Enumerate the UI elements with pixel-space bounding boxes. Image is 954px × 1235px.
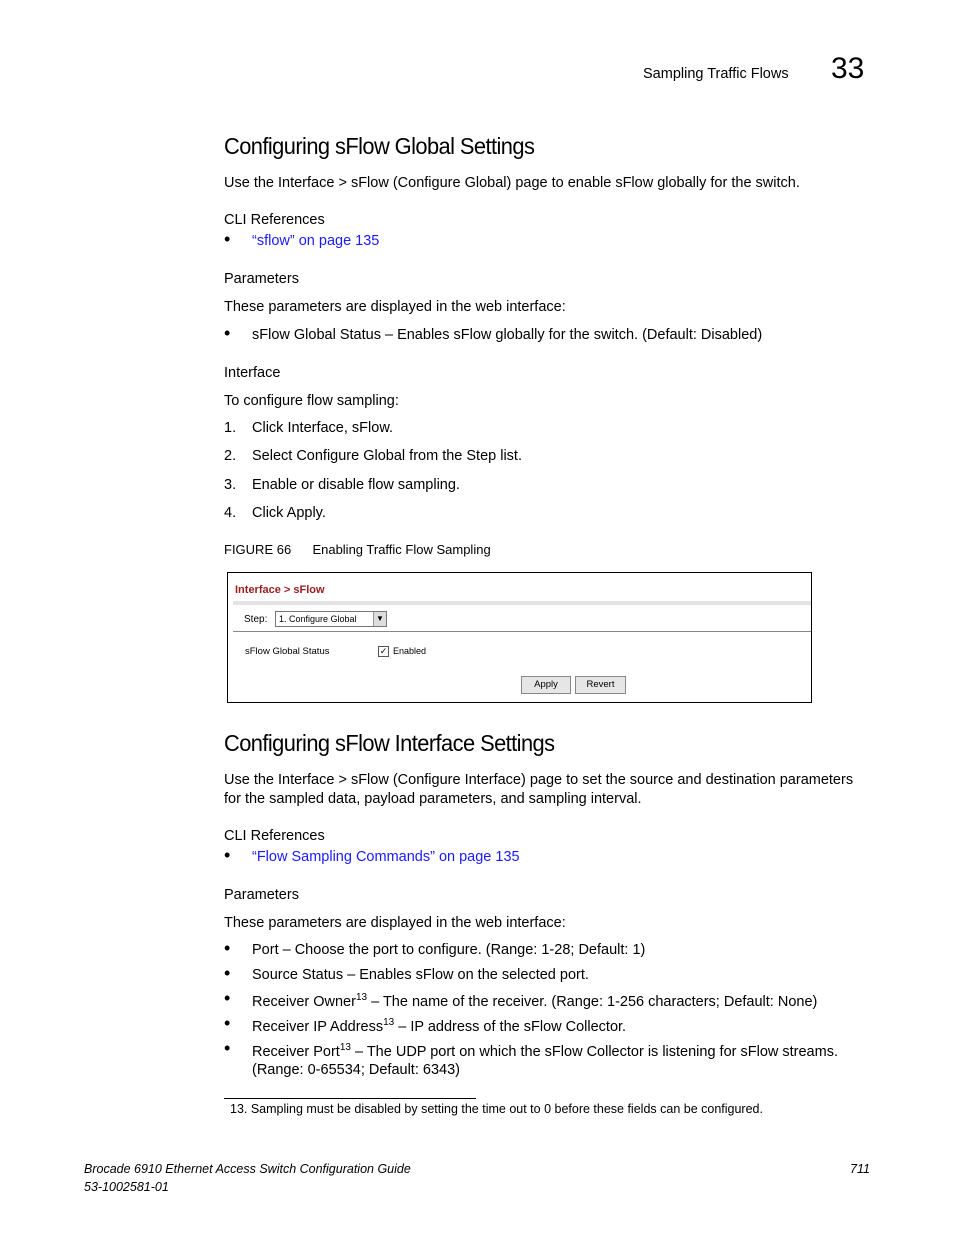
- step-select[interactable]: [275, 611, 387, 627]
- cli-references-heading: CLI References: [224, 828, 325, 844]
- footnote-ref: 13: [383, 1017, 395, 1028]
- interface-intro: To configure flow sampling:: [224, 393, 399, 409]
- parameter-desc: – Choose the port to configure. (Range: 1-28; Default: 1): [278, 942, 646, 958]
- footer-doc-number: 53-1002581-01: [84, 1180, 169, 1194]
- parameters-intro: These parameters are displayed in the web interface:: [224, 915, 566, 931]
- parameter-name: Receiver IP Address: [252, 1018, 384, 1035]
- cli-reference-link[interactable]: “Flow Sampling Commands” on page 135: [252, 849, 520, 865]
- section-title-interface: Configuring sFlow Interface Settings: [224, 730, 555, 756]
- step-select-value: 1. Configure Global: [279, 614, 357, 624]
- interface-heading: Interface: [224, 365, 281, 381]
- figure-label: FIGURE 66: [224, 542, 292, 557]
- cli-references-heading: CLI References: [224, 212, 325, 228]
- section2-intro-line1: Use the Interface > sFlow (Configure Interface) page to set the source and destination parameters: [224, 772, 854, 788]
- section-title-global: Configuring sFlow Global Settings: [224, 133, 535, 159]
- parameter-name: Source Status: [252, 967, 344, 983]
- apply-button[interactable]: Apply: [521, 676, 571, 694]
- bullet-icon: •: [224, 229, 231, 249]
- parameter-desc: – Enables sFlow globally for the switch. (Default: Disabled): [380, 327, 763, 343]
- footer-doc-title: Brocade 6910 Ethernet Access Switch Configuration Guide: [84, 1162, 411, 1176]
- cli-reference-link[interactable]: “sflow” on page 135: [252, 233, 380, 249]
- parameter-desc: – IP address of the sFlow Collector.: [394, 1018, 627, 1035]
- chapter-number: 33: [831, 52, 865, 85]
- bullet-icon: •: [224, 963, 231, 983]
- breadcrumb: Interface > sFlow: [235, 584, 325, 596]
- divider: [233, 601, 811, 605]
- parameters-intro: These parameters are displayed in the web interface:: [224, 299, 566, 315]
- checkbox-label: Enabled: [393, 646, 427, 656]
- chevron-down-icon[interactable]: ▼: [373, 612, 386, 626]
- footnote: 13. Sampling must be disabled by setting the time out to 0 before these fields can be configured.: [230, 1102, 763, 1116]
- figure-caption: [224, 542, 491, 557]
- parameter-name: Receiver Owner: [252, 993, 356, 1010]
- parameter-desc: – The UDP port on which the sFlow Collector is listening for sFlow streams.: [350, 1043, 838, 1060]
- bullet-icon: •: [224, 845, 231, 865]
- footnote-ref: 13: [339, 1042, 351, 1053]
- parameter-desc: – The name of the receiver. (Range: 1-256 characters; Default: None): [367, 993, 818, 1010]
- footnote-ref: 13: [355, 992, 368, 1003]
- figure-title: Enabling Traffic Flow Sampling: [312, 542, 491, 557]
- field-label: sFlow Global Status: [245, 646, 330, 657]
- bullet-icon: •: [224, 988, 231, 1008]
- parameter-name: Port: [252, 942, 279, 958]
- section1-intro: Use the Interface > sFlow (Configure Global) page to enable sFlow globally for the switch.: [224, 175, 800, 191]
- parameter-name: Receiver Port: [252, 1043, 340, 1060]
- page-number: 711: [850, 1162, 870, 1176]
- parameters-heading: Parameters: [224, 887, 299, 903]
- bullet-icon: •: [224, 1038, 231, 1058]
- bullet-icon: •: [224, 323, 231, 343]
- bullet-icon: •: [224, 1013, 231, 1033]
- figure-screenshot: [227, 572, 812, 703]
- parameters-heading: Parameters: [224, 271, 299, 287]
- divider: [233, 631, 811, 632]
- parameter-name: sFlow Global Status: [252, 327, 381, 343]
- revert-button[interactable]: Revert: [575, 676, 626, 694]
- enabled-checkbox[interactable]: ✓: [379, 646, 388, 656]
- running-header-title: Sampling Traffic Flows: [643, 66, 789, 82]
- footnote-divider: [224, 1098, 476, 1099]
- parameter-desc-continued: (Range: 0-65534; Default: 6343): [252, 1062, 460, 1078]
- bullet-icon: •: [224, 938, 231, 958]
- step-label: Step:: [244, 614, 268, 625]
- parameter-desc: – Enables sFlow on the selected port.: [343, 967, 589, 983]
- section2-intro-line2: for the sampled data, payload parameters, and sampling interval.: [224, 791, 642, 807]
